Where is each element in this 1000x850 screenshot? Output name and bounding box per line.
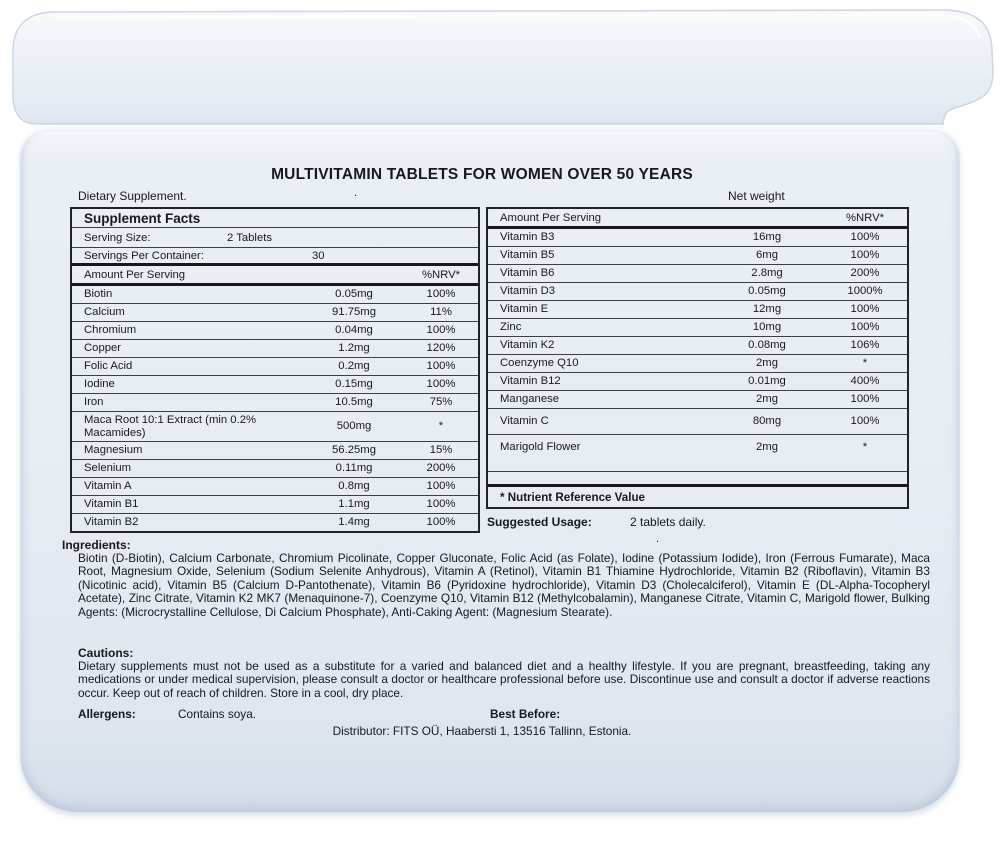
amount-per-serving-header: Amount Per Serving xyxy=(84,268,186,281)
nutrient-nrv: 75% xyxy=(429,396,453,409)
supplement-facts-panel xyxy=(70,207,480,533)
table-row xyxy=(488,265,907,283)
nutrient-amount: 0.08mg xyxy=(748,339,786,352)
servings-per-container-label: Servings Per Container: xyxy=(84,249,204,262)
servings-per-container-value: 30 xyxy=(312,249,325,262)
nutrient-nrv: 100% xyxy=(850,321,880,334)
nutrient-nrv: * xyxy=(862,440,868,453)
nutrient-amount: 16mg xyxy=(752,231,782,244)
table-row xyxy=(488,373,907,391)
suggested-usage xyxy=(487,515,706,529)
dietary-supplement-text: Dietary Supplement. xyxy=(78,189,187,203)
table-row xyxy=(72,412,478,442)
net-weight-label: Net weight xyxy=(728,189,785,203)
nrv-footnote: * Nutrient Reference Value xyxy=(500,490,645,504)
cautions-text: Dietary supplements must not be used as a substitute for a varied and balanced diet and a healthy lifestyle. If you are pregnant, breastfeeding, taking any medications or under medical supervision, please consult a doctor or healthcare professional before use. Discontinue use and consult a doctor if adverse reactions occur. Keep out of reach of children. Store in a cool, dry place. xyxy=(78,659,930,700)
table-row xyxy=(488,435,907,459)
serving-size-label: Serving Size: xyxy=(84,231,151,244)
nutrient-name: Magnesium xyxy=(84,444,143,457)
nutrient-nrv: 100% xyxy=(850,393,880,406)
nutrient-name: Vitamin A xyxy=(84,480,132,493)
nutrient-nrv: 100% xyxy=(426,498,456,511)
nutrient-nrv: 200% xyxy=(850,267,880,280)
nutrient-name: Folic Acid xyxy=(84,360,133,373)
nutrient-amount: 2mg xyxy=(756,440,778,453)
nutrient-name: Zinc xyxy=(500,321,522,334)
nutrient-nrv: 15% xyxy=(429,444,453,457)
table-row xyxy=(72,376,478,394)
nutrient-name: Iron xyxy=(84,396,104,409)
table-row xyxy=(72,496,478,514)
table-row xyxy=(72,442,478,460)
serving-size-row xyxy=(72,228,478,248)
distributor-text: Distributor: FITS OÜ, Haabersti 1, 13516 Tallinn, Estonia. xyxy=(332,724,632,738)
nutrient-name: Calcium xyxy=(84,306,125,319)
nrv-header: %NRV* xyxy=(845,211,885,224)
nutrient-amount: 2.8mg xyxy=(751,267,783,280)
nutrient-nrv: * xyxy=(862,357,868,370)
nutrient-amount: 2mg xyxy=(756,357,778,370)
table-header-row xyxy=(488,209,907,229)
nutrient-amount: 10mg xyxy=(752,321,782,334)
table-row xyxy=(72,358,478,376)
table-row xyxy=(488,301,907,319)
table-row xyxy=(72,286,478,304)
stray-dot: . xyxy=(656,533,660,545)
nutrient-nrv: 400% xyxy=(850,375,880,388)
nutrient-name: Chromium xyxy=(84,324,137,337)
nutrient-rows-right xyxy=(488,229,907,459)
nutrient-nrv: 100% xyxy=(426,288,456,301)
ingredients-heading: Ingredients: xyxy=(62,538,131,552)
nutrient-nrv: 100% xyxy=(426,480,456,493)
ingredients-text: Biotin (D-Biotin), Calcium Carbonate, Chromium Picolinate, Copper Gluconate, Folic Acid (as Folate), Iodine (Potassium Iodide), Iron (Ferrous Fumarate), Maca Root, Magnesium Oxide, Selenium (Sodium Selenite Anhydrous), Vitamin A (Retinol), Vitamin B1 Thiamine Hydrochloride, Vitamin B2 (Riboflavin), Vitamin B3 (Nicotinic acid), Vitamin B5 (Calcium D-Pantothenate), Vitamin B6 (Pyridoxine hydrochloride), Vitamin D3 (Cholecalciferol), Vitamin E (DL-Alpha-Tocopheryl Acetate), Zinc Citrate, Vitamin K2 MK7 (Menaquinone-7), Coenzyme Q10, Vitamin B12 (Methylcobalamin), Manganese Citrate, Vitamin C, Marigold flower, Bulking Agents: (Microcrystalline Cellulose, Di Calcium Phosphate), Anti-Caking Agent: (Magnesium Stearate). xyxy=(78,551,930,619)
package-lid-shape xyxy=(13,10,993,124)
best-before-label: Best Before: xyxy=(490,707,561,721)
table-row xyxy=(488,391,907,409)
nutrient-amount: 1.2mg xyxy=(338,342,370,355)
nutrient-name: Vitamin B6 xyxy=(500,267,555,280)
nutrient-name: Marigold Flower xyxy=(500,440,581,453)
nutrient-nrv: 200% xyxy=(426,462,456,475)
table-header-row xyxy=(72,266,478,286)
nutrient-name: Coenzyme Q10 xyxy=(500,357,579,370)
nutrient-nrv: 100% xyxy=(850,249,880,262)
nutrient-amount: 0.11mg xyxy=(335,462,373,475)
nutrient-amount: 0.01mg xyxy=(748,375,786,388)
table-row xyxy=(72,340,478,358)
nutrient-amount: 0.05mg xyxy=(748,285,786,298)
nutrient-nrv: 106% xyxy=(850,339,880,352)
nutrient-amount: 0.04mg xyxy=(335,324,373,337)
nutrient-amount: 56.25mg xyxy=(332,444,376,457)
nutrient-name: Iodine xyxy=(84,378,115,391)
nutrient-name: Vitamin B5 xyxy=(500,249,555,262)
nutrient-amount: 500mg xyxy=(336,420,372,433)
supplement-facts-heading: Supplement Facts xyxy=(72,209,478,228)
table-row xyxy=(488,319,907,337)
table-row xyxy=(488,283,907,301)
table-row xyxy=(72,322,478,340)
table-row xyxy=(72,394,478,412)
nutrient-nrv: 100% xyxy=(850,303,880,316)
nutrient-name: Vitamin K2 xyxy=(500,339,555,352)
nutrient-amount: 91.75mg xyxy=(332,306,376,319)
servings-per-container-row xyxy=(72,248,478,266)
cautions-heading: Cautions: xyxy=(78,646,134,660)
nutrient-nrv: 100% xyxy=(426,360,456,373)
nutrient-amount: 0.2mg xyxy=(338,360,370,373)
nrv-header: %NRV* xyxy=(421,268,461,281)
allergens-label: Allergens: xyxy=(78,707,136,721)
table-row xyxy=(488,355,907,373)
stray-dot: . xyxy=(354,187,358,199)
nutrient-amount: 1.4mg xyxy=(338,516,370,529)
nutrient-nrv: 1000% xyxy=(847,285,883,298)
nutrient-amount: 6mg xyxy=(756,249,778,262)
table-row xyxy=(72,478,478,496)
nutrient-amount: 2mg xyxy=(756,393,778,406)
nutrient-name: Selenium xyxy=(84,462,132,475)
nutrient-name: Biotin xyxy=(84,288,113,301)
table-row xyxy=(72,304,478,322)
nutrient-nrv: 100% xyxy=(850,415,880,428)
table-row xyxy=(72,514,478,531)
rule-thick xyxy=(488,472,907,487)
nutrient-amount: 80mg xyxy=(752,415,782,428)
product-title: MULTIVITAMIN TABLETS FOR WOMEN OVER 50 YEARS xyxy=(271,166,693,183)
nutrient-amount: 0.05mg xyxy=(335,288,373,301)
nutrient-nrv: 100% xyxy=(426,378,456,391)
rule-thin xyxy=(488,459,907,472)
table-row xyxy=(488,229,907,247)
table-row xyxy=(488,247,907,265)
nutrient-amount: 0.8mg xyxy=(338,480,370,493)
table-row xyxy=(488,409,907,435)
amount-per-serving-header: Amount Per Serving xyxy=(500,211,602,224)
nutrient-name: Copper xyxy=(84,342,122,355)
nutrient-rows-left xyxy=(72,286,478,531)
nutrient-nrv: 11% xyxy=(430,306,452,319)
nutrient-name: Vitamin C xyxy=(500,415,549,428)
nutrient-nrv: 100% xyxy=(850,231,880,244)
suggested-usage-value: 2 tablets daily. xyxy=(630,515,706,529)
nutrient-name: Vitamin D3 xyxy=(500,285,556,298)
nutrients-panel xyxy=(486,207,909,509)
nutrient-amount: 12mg xyxy=(752,303,782,316)
nutrient-nrv: 120% xyxy=(426,342,456,355)
nutrient-name: Vitamin B12 xyxy=(500,375,561,388)
table-row xyxy=(488,337,907,355)
suggested-usage-label: Suggested Usage: xyxy=(487,515,592,529)
package-lid xyxy=(0,0,1000,135)
nutrient-name: Maca Root 10:1 Extract (min 0.2% Macamides) xyxy=(84,414,257,439)
nutrient-amount: 0.15mg xyxy=(335,378,373,391)
serving-size-value: 2 Tablets xyxy=(227,231,273,244)
nutrient-name: Vitamin B2 xyxy=(84,516,139,529)
nutrient-name: Vitamin B3 xyxy=(500,231,555,244)
nutrient-name: Manganese xyxy=(500,393,560,406)
nutrient-name: Vitamin B1 xyxy=(84,498,139,511)
table-row xyxy=(72,460,478,478)
nutrient-nrv: 100% xyxy=(426,324,456,337)
nutrient-nrv: * xyxy=(438,420,444,433)
nutrient-nrv: 100% xyxy=(426,516,456,529)
nutrient-amount: 1.1mg xyxy=(338,498,370,511)
allergens-value: Contains soya. xyxy=(178,707,257,721)
nutrient-name: Vitamin E xyxy=(500,303,549,316)
nutrient-amount: 10.5mg xyxy=(335,396,373,409)
